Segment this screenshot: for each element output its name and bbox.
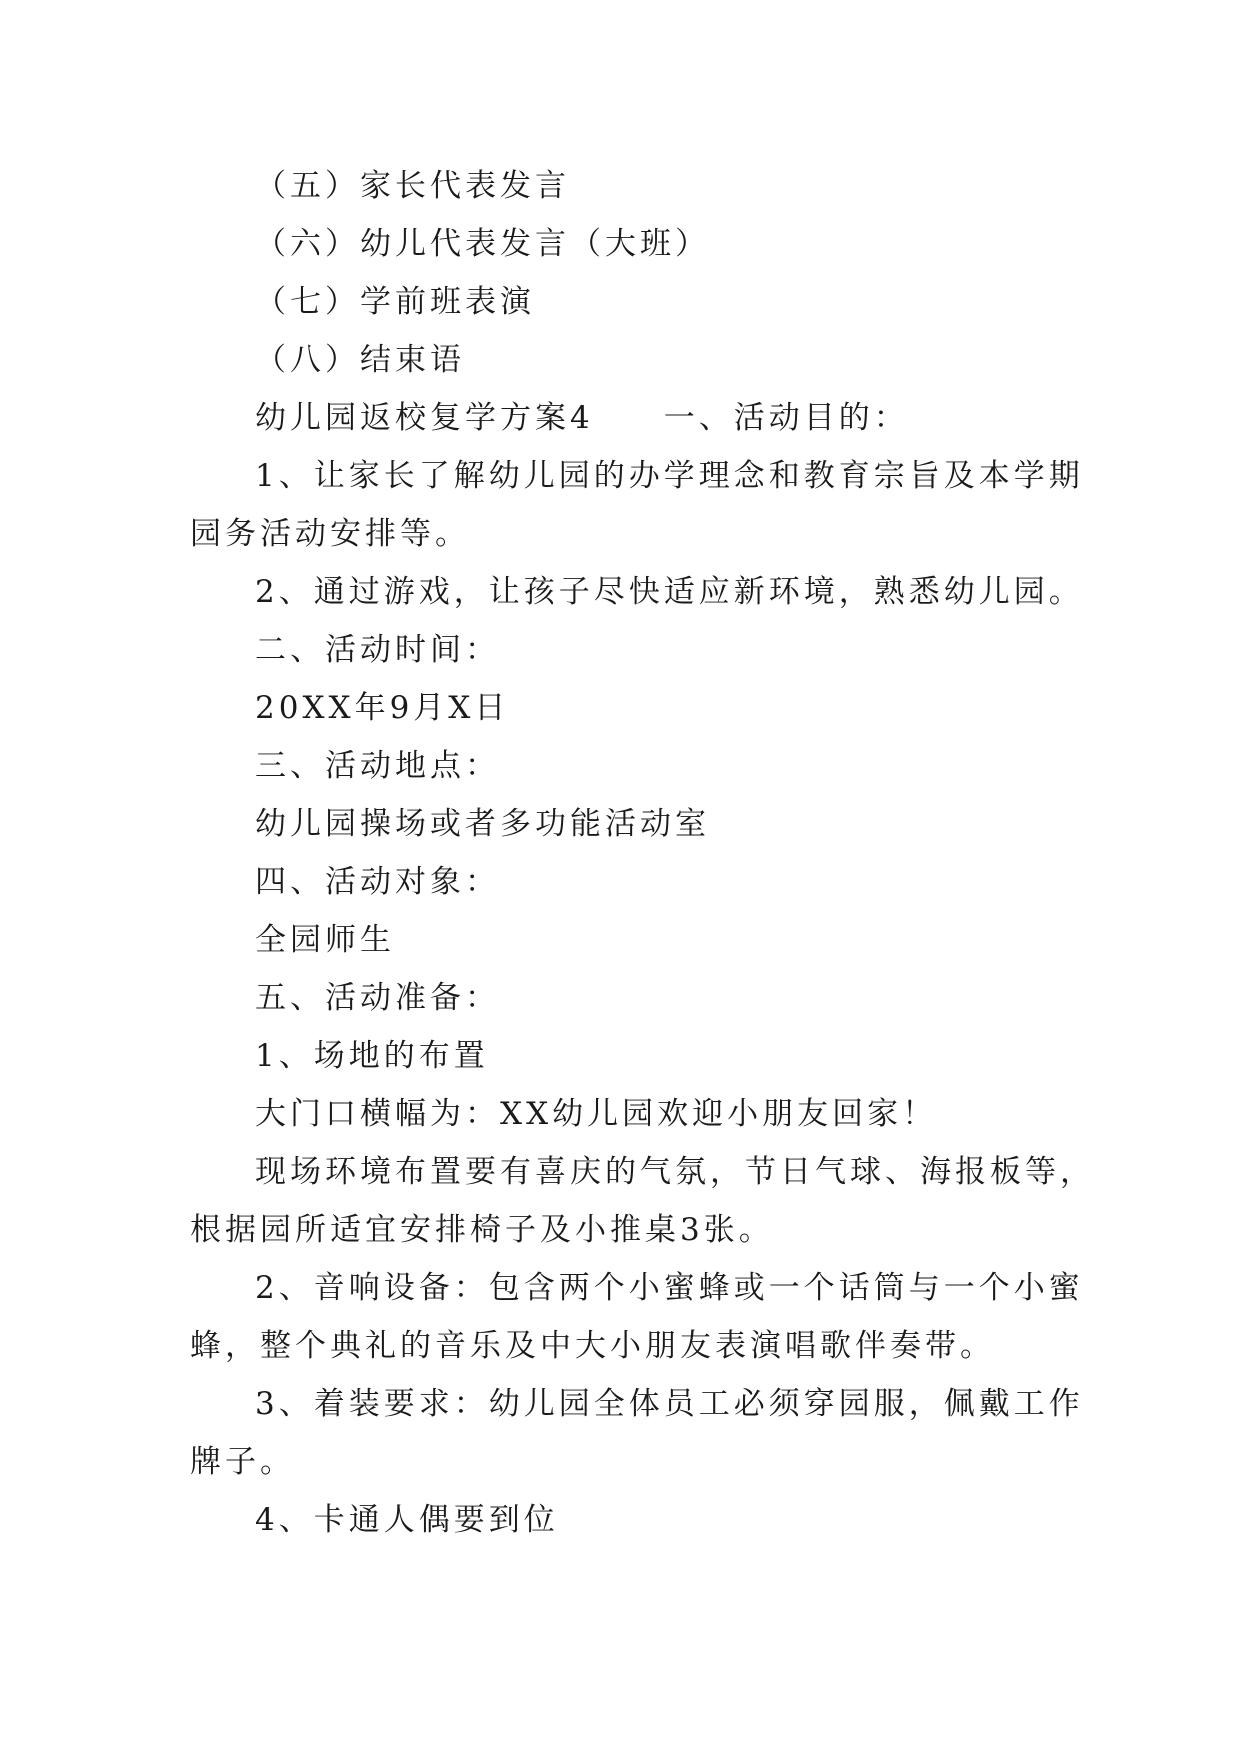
paragraph-line: 1、场地的布置	[255, 1038, 489, 1074]
list-item-six: （六）幼儿代表发言（大班）	[255, 226, 710, 262]
paragraph-line: 蜂，整个典礼的音乐及中大小朋友表演唱歌伴奏带。	[190, 1328, 995, 1364]
paragraph-line: 全园师生	[255, 922, 395, 958]
paragraph-line: 园务活动安排等。	[190, 516, 470, 552]
list-item-five: （五）家长代表发言	[255, 168, 570, 204]
list-item-seven: （七）学前班表演	[255, 284, 535, 320]
paragraph-line: 4、卡通人偶要到位	[255, 1502, 559, 1538]
paragraph-line: 幼儿园操场或者多功能活动室	[255, 806, 710, 842]
paragraph-line: 1、让家长了解幼儿园的办学理念和教育宗旨及本学期	[255, 458, 1084, 494]
section-heading-plan-4: 幼儿园返校复学方案4 一、活动目的：	[255, 400, 909, 436]
paragraph-line: 根据园所适宜安排椅子及小推桌3张。	[190, 1212, 774, 1248]
paragraph-line: 2、通过游戏，让孩子尽快适应新环境，熟悉幼儿园。	[255, 574, 1084, 610]
paragraph-line: 20XX年9月X日	[255, 690, 510, 726]
section-heading-preparation: 五、活动准备：	[255, 980, 500, 1016]
section-heading-location: 三、活动地点：	[255, 748, 500, 784]
paragraph-line: 大门口横幅为：XX幼儿园欢迎小朋友回家！	[255, 1096, 938, 1132]
list-item-eight: （八）结束语	[255, 342, 465, 378]
paragraph-line: 现场环境布置要有喜庆的气氛，节日气球、海报板等，	[255, 1154, 1095, 1190]
section-heading-time: 二、活动时间：	[255, 632, 500, 668]
paragraph-line: 3、着装要求：幼儿园全体员工必须穿园服，佩戴工作	[255, 1386, 1084, 1422]
paragraph-line: 牌子。	[190, 1444, 295, 1480]
paragraph-line: 2、音响设备：包含两个小蜜蜂或一个话筒与一个小蜜	[255, 1270, 1084, 1306]
section-heading-participants: 四、活动对象：	[255, 864, 500, 900]
